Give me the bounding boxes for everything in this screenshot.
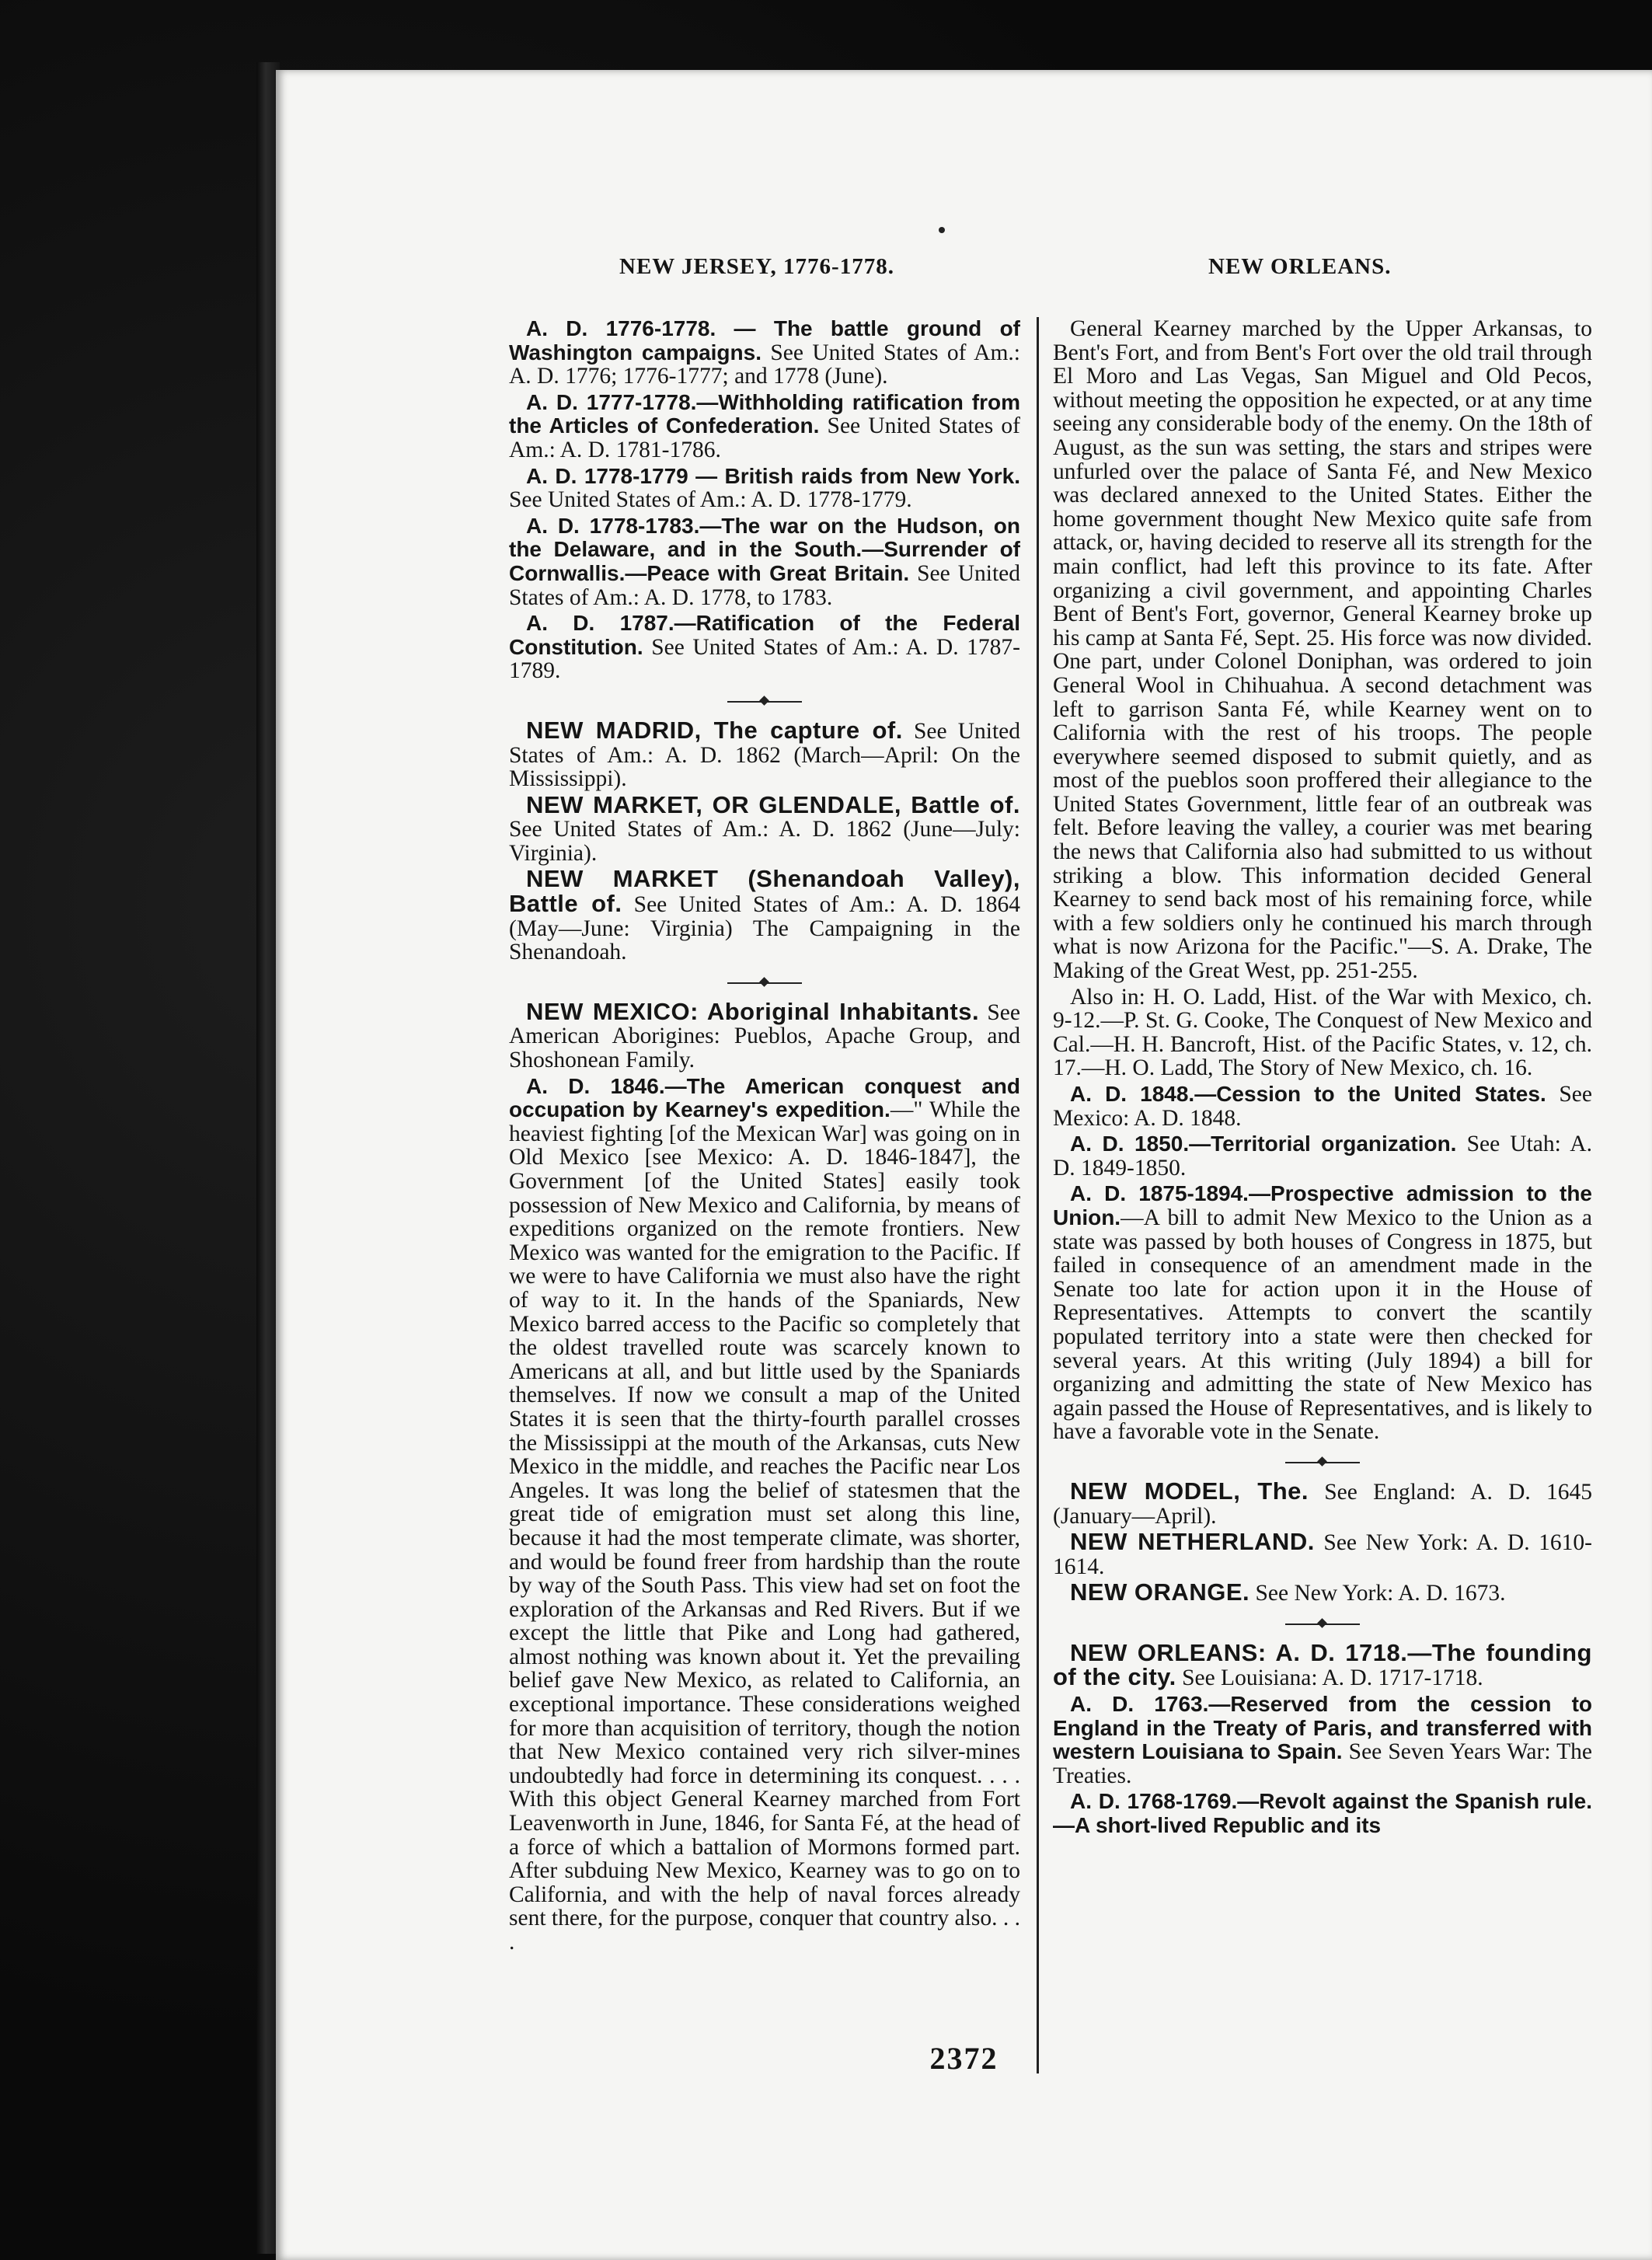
- section-ornament: [509, 694, 1020, 710]
- entry-heading: NEW NETHERLAND.: [1070, 1528, 1315, 1556]
- entry-heading: A. D. 1777-1778.—Withholding ratification from the Articles of Confederation.: [509, 389, 1020, 438]
- entry-heading: A. D. 1787.—Ratification of the Federal Constitution.: [509, 611, 1020, 659]
- entry-text: See United States of Am.: A. D. 1778-1779.: [509, 487, 912, 513]
- entry-heading: A. D. 1875-1894.—Prospective admission to the Union.: [1053, 1181, 1592, 1229]
- entry-text: See England: A. D. 1645 (January—April).: [1053, 1479, 1592, 1529]
- entry-text: See American Aborigines: Pueblos, Apache Group, and Shoshonean Family.: [509, 999, 1020, 1073]
- entry-text: —A bill to admit New Mexico to the Union as a state was passed by both houses of Congress in 1875, but failed in consequence of an amendment made in the Senate too late for action upon it in the House of Representatives. Attempts to convert the scantily populated territory into a state were then checked for several years. At this writing (July 1894) a bill for organizing and admitting the state of New Mexico has again passed the House of Representatives, and is likely to have a favorable vote in the Senate.: [1053, 1205, 1592, 1445]
- entry-text: See Louisiana: A. D. 1717-1718.: [1176, 1665, 1483, 1691]
- entry-heading: A. D. 1778-1783.—The war on the Hudson, on the Delaware, and in the South.—Surrender of Cornwallis.—Peace with Great Britain.: [509, 513, 1020, 585]
- entry-heading: A. D. 1776-1778. — The battle ground of Washington campaigns.: [509, 317, 1020, 364]
- entry-text: See United States of Am.: A. D. 1862 (June—July: Virginia).: [509, 817, 1020, 866]
- entry-text: See United States of Am.: A. D. 1778, to 1783.: [509, 560, 1020, 610]
- entry-heading: NEW MEXICO: Aboriginal Inhabitants.: [526, 997, 980, 1025]
- running-header-right: NEW ORLEANS.: [1208, 254, 1392, 279]
- entry-nj4: [509, 514, 1020, 609]
- entry-norl1718: [1053, 1638, 1592, 1691]
- entry-nmodel: [1053, 1477, 1592, 1529]
- left-column: [509, 317, 1020, 2089]
- entry-heading: A. D. 1778-1779 — British raids from New York.: [526, 463, 1020, 488]
- entry-text: See Utah: A. D. 1849-1850.: [1053, 1132, 1592, 1181]
- entry-heading: A. D. 1768-1769.—Revolt against the Spanish rule.—A short-lived Republic and its: [1053, 1789, 1592, 1838]
- entry-nmex1848: [1053, 1083, 1592, 1130]
- entry-heading: NEW MARKET (Shenandoah Valley), Battle of.: [509, 865, 1020, 918]
- entry-cont: General Kearney marched by the Upper Arkansas, to Bent's Fort, and from Bent's Fort over the old trail through El Moro and Las Vegas, San Miguel and Old Pecos, without meeting the opposition he expected, or at any time seeing any considerable body of the enemy. On the 18th of August, as the sun was setting, the stars and stripes were unfurled over the palace of Santa Fé, and New Mexico was declared annexed to the United States. Either the home government thought New Mexico quite safe from attack, or, having decided to reserve all its strength for the main conflict, had left this province to its fate. After organizing a civil government, and appointing Charles Bent of Bent's Fort, governor, General Kearney broke up his camp at Santa Fé, Sept. 25. His force was now divided. One part, under Colonel Doniphan, was ordered to join General Wool in Chihuahua. A second detachment was left to garrison Santa Fé, while Kearney went on to California with the rest of his troops. The people everywhere seemed disposed to submit quietly, and as most of the pueblos soon proffered their allegiance to the United States Government, little fear of an outbreak was felt. Before leaving the valley, a courier was met bearing the news that California also had submitted to us without striking a blow. This information decided General Kearney to send back most of his remaining force, while with a few soldiers only he continued his march through what is now Arizona for the Pacific."—S. A. Drake, The Making of the Great West, pp. 251-255.: [1053, 317, 1592, 984]
- entry-nmex1846: [509, 1075, 1020, 1955]
- right-column: [1053, 317, 1592, 2089]
- entry-nj2: [509, 391, 1020, 462]
- entry-nmex1875: [1053, 1182, 1592, 1444]
- entry-heading: NEW MADRID, The capture of.: [526, 716, 903, 744]
- entry-nneth: [1053, 1530, 1592, 1578]
- page-number: 2372: [929, 2041, 999, 2076]
- entry-nj5: [509, 612, 1020, 683]
- entry-heading: A. D. 1846.—The American conquest and occupation by Kearney's expedition.: [509, 1073, 1020, 1122]
- section-ornament: [509, 975, 1020, 991]
- ink-dot: [939, 227, 945, 233]
- entry-heading: A. D. 1763.—Reserved from the cession to England in the Treaty of Paris, and transferred with western Louisiana to Spain.: [1053, 1692, 1592, 1764]
- entry-text: See United States of Am.: A. D. 1776; 1776-1777; and 1778 (June).: [509, 340, 1020, 389]
- entry-text: See United States of Am.: A. D. 1781-1786.: [509, 413, 1020, 462]
- entry-nmadrid: [509, 716, 1020, 792]
- entry-norl1768: [1053, 1790, 1592, 1837]
- entry-nj3: [509, 465, 1020, 512]
- entry-text: See Seven Years War: The Treaties.: [1053, 1739, 1592, 1788]
- column-divider: [1037, 317, 1039, 2073]
- entry-text: See United States of Am.: A. D. 1862 (March—April: On the Mississippi).: [509, 718, 1020, 792]
- entry-nmex1850: [1053, 1132, 1592, 1180]
- entry-heading: A. D. 1850.—Territorial organization.: [1070, 1132, 1457, 1156]
- entry-heading: NEW MODEL, The.: [1070, 1477, 1309, 1505]
- entry-heading: NEW ORANGE.: [1070, 1578, 1250, 1606]
- entry-text: See United States of Am.: A. D. 1787-1789.: [509, 634, 1020, 684]
- entry-heading: NEW ORLEANS: A. D. 1718.—The founding of the city.: [1053, 1638, 1592, 1691]
- entry-norange: [1053, 1578, 1592, 1606]
- entry-norl1763: [1053, 1693, 1592, 1787]
- entry-text: See New York: A. D. 1610-1614.: [1053, 1530, 1592, 1579]
- document-page: [276, 70, 1652, 2260]
- entry-text: —" While the heaviest fighting [of the Mexican War] was going on in Old Mexico [see Mexico: A. D. 1846-1847], the Government [of the United States] easily took possession of New Mexico and California, by means of expeditions organized on the remote frontiers. New Mexico was wanted for the emigration to the Pacific. If we were to have California we must also have the right of way to it. In the hands of the Spaniards, New Mexico barred access to the Pacific so completely that the oldest travelled route was scarcely known to Americans at all, and but little used by the Spaniards themselves. If now we consult a map of the United States it is seen that the thirty-fourth parallel crosses the Mississippi at the mouth of the Arkansas, cuts New Mexico in the middle, and reaches the Pacific near Los Angeles. It was long the belief of statesmen that the great tide of emigration must set along this line, because it had the most temperate climate, was shorter, and would be found freer from hardship than the route by way of the South Pass. This view had set on foot the exploration of the Arkansas and Red Rivers. But if we except the little that Pike and Long had gathered, almost nothing was known about it. Yet the prevailing belief gave New Mexico, as related to California, an exceptional importance. These considerations weighed for more than acquisition of territory, though the notion that New Mexico contained very rich silver-mines undoubtedly had force in determining its conquest. . . . With this object General Kearney marched from Fort Leavenworth in June, 1846, for Santa Fé, at the head of a force of which a battalion of Mormons formed part. After subduing New Mexico, Kearney was to go on to California, and with the help of naval forces already sent there, for the purpose, conquer that country also. . . .: [509, 1097, 1020, 1955]
- running-header-left: NEW JERSEY, 1776-1778.: [619, 254, 894, 279]
- entry-nmarket2: [509, 867, 1020, 964]
- entry-nmex: [509, 997, 1020, 1073]
- entry-nj1: [509, 317, 1020, 389]
- entry-text: See New York: A. D. 1673.: [1249, 1581, 1506, 1606]
- entry-also: Also in: H. O. Ladd, Hist. of the War with Mexico, ch. 9-12.—P. St. G. Cooke, The Conquest of New Mexico and Cal.—H. H. Bancroft, Hist. of the Pacific States, v. 12, ch. 17.—H. O. Ladd, The Story of New Mexico, ch. 16.: [1053, 984, 1592, 1081]
- entry-heading: A. D. 1848.—Cession to the United States.: [1070, 1082, 1546, 1106]
- entry-heading: NEW MARKET, OR GLENDALE, Battle of.: [526, 790, 1020, 818]
- entry-nmarket1: [509, 790, 1020, 866]
- section-ornament: [1053, 1617, 1592, 1632]
- entry-text: See United States of Am.: A. D. 1864 (May—June: Virginia) The Campaigning in the Shenandoah.: [509, 892, 1020, 965]
- entry-text: See Mexico: A. D. 1848.: [1053, 1082, 1592, 1131]
- section-ornament: [1053, 1455, 1592, 1470]
